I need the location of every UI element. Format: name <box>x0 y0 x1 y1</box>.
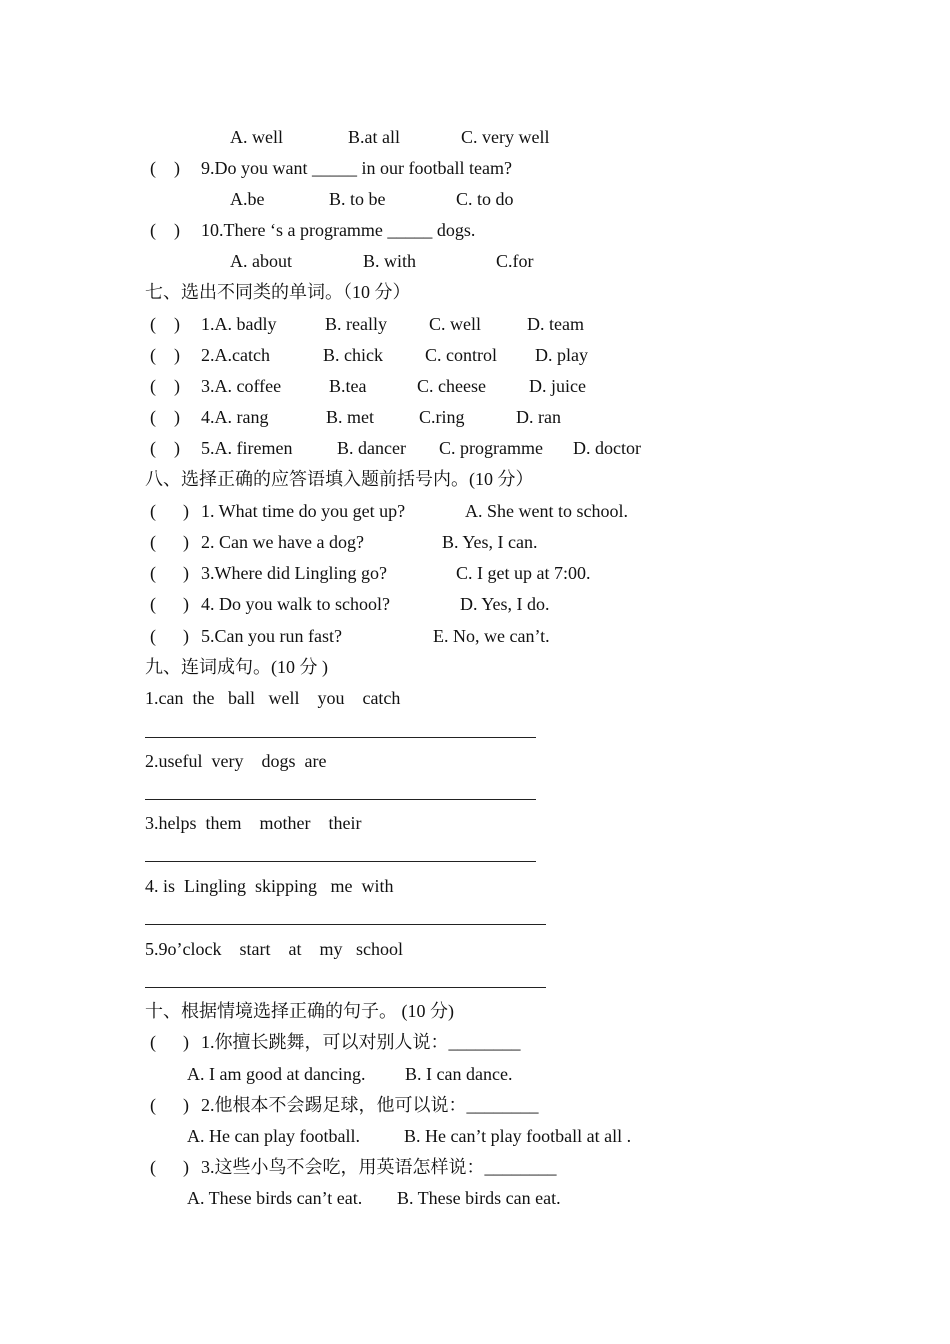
section7-item-paren: ( ) <box>150 376 180 396</box>
section7-item-option-d: D. juice <box>529 376 586 396</box>
section7-item-paren: ( ) <box>150 314 180 334</box>
section7-item-paren: ( ) <box>150 438 180 458</box>
answer-line <box>145 737 536 738</box>
section8-item-paren: ( ) <box>150 594 189 614</box>
q8-option-b: B.at all <box>348 127 400 147</box>
q9-answer-paren: ( ) <box>150 158 180 178</box>
section8-item-answer: C. I get up at 7:00. <box>456 563 591 583</box>
q9-question: 9.Do you want _____ in our football team? <box>201 158 512 178</box>
section10-item-prompt: 1.你擅长跳舞，可以对别人说：________ <box>201 1032 521 1052</box>
section7-item-paren: ( ) <box>150 407 180 427</box>
answer-line <box>145 799 536 800</box>
section10-item-option-a: A. These birds can’t eat. <box>187 1188 363 1208</box>
section9-word-set: 1.can the ball well you catch <box>145 688 401 708</box>
section10-item-option-b: B. He can’t play football at all . <box>404 1126 632 1146</box>
section7-item-option-c: C. well <box>429 314 481 334</box>
section7-item-option-b: B. dancer <box>337 438 406 458</box>
section7-item-option-a: 5.A. firemen <box>201 438 293 458</box>
section8-item-answer: D. Yes, I do. <box>460 594 550 614</box>
section10-item-option-a: A. I am good at dancing. <box>187 1064 366 1084</box>
section8-item-answer: B. Yes, I can. <box>442 532 538 552</box>
section7-heading: 七、选出不同类的单词。（10 分） <box>145 282 411 302</box>
section10-item-prompt: 3.这些小鸟不会吃，用英语怎样说：________ <box>201 1157 557 1177</box>
section7-item-option-a: 3.A. coffee <box>201 376 282 396</box>
section7-item-option-d: D. doctor <box>573 438 641 458</box>
section8-item-paren: ( ) <box>150 626 189 646</box>
answer-line <box>145 987 546 988</box>
q10-option-c: C.for <box>496 251 534 271</box>
section7-item-option-a: 4.A. rang <box>201 407 269 427</box>
section9-word-set: 2.useful very dogs are <box>145 751 327 771</box>
section8-item-question: 4. Do you walk to school? <box>201 594 390 614</box>
q9-option-c: C. to do <box>456 189 514 209</box>
section8-item-paren: ( ) <box>150 563 189 583</box>
section10-item-prompt: 2.他根本不会踢足球，他可以说：________ <box>201 1095 539 1115</box>
section7-item-option-d: D. play <box>535 345 588 365</box>
section8-heading: 八、选择正确的应答语填入题前括号内。(10 分） <box>145 469 534 489</box>
section10-item-paren: ( ) <box>150 1095 189 1115</box>
section8-item-question: 3.Where did Lingling go? <box>201 563 387 583</box>
section10-item-paren: ( ) <box>150 1157 189 1177</box>
section9-heading: 九、连词成句。(10 分 ) <box>145 657 328 677</box>
q10-answer-paren: ( ) <box>150 220 180 240</box>
section7-item-option-c: C. control <box>425 345 497 365</box>
section9-word-set: 5.9o’clock start at my school <box>145 939 403 959</box>
section7-item-option-b: B. really <box>325 314 387 334</box>
answer-line <box>145 861 536 862</box>
section10-item-paren: ( ) <box>150 1032 189 1052</box>
section7-item-option-c: C. cheese <box>417 376 486 396</box>
section7-item-option-a: 1.A. badly <box>201 314 277 334</box>
section8-item-question: 1. What time do you get up? <box>201 501 406 521</box>
q10-option-b: B. with <box>363 251 417 271</box>
section10-item-option-b: B. These birds can eat. <box>397 1188 561 1208</box>
answer-line <box>145 924 546 925</box>
section8-item-paren: ( ) <box>150 501 189 521</box>
section7-item-option-b: B. chick <box>323 345 383 365</box>
section7-item-option-b: B.tea <box>329 376 367 396</box>
section8-item-answer: A. She went to school. <box>465 501 628 521</box>
q10-question: 10.There ‘s a programme _____ dogs. <box>201 220 476 240</box>
section8-item-question: 2. Can we have a dog? <box>201 532 364 552</box>
q9-option-b: B. to be <box>329 189 386 209</box>
section8-item-answer: E. No, we can’t. <box>433 626 550 646</box>
section7-item-option-a: 2.A.catch <box>201 345 270 365</box>
section8-item-question: 5.Can you run fast? <box>201 626 342 646</box>
q8-option-c: C. very well <box>461 127 550 147</box>
q8-option-a: A. well <box>230 127 283 147</box>
q9-option-a: A.be <box>230 189 265 209</box>
section7-item-option-b: B. met <box>326 407 374 427</box>
section9-word-set: 4. is Lingling skipping me with <box>145 876 394 896</box>
section10-item-option-a: A. He can play football. <box>187 1126 360 1146</box>
q10-option-a: A. about <box>230 251 292 271</box>
section7-item-paren: ( ) <box>150 345 180 365</box>
section7-item-option-d: D. ran <box>516 407 561 427</box>
section9-word-set: 3.helps them mother their <box>145 813 362 833</box>
section10-heading: 十、根据情境选择正确的句子。 (10 分) <box>145 1001 454 1021</box>
section7-item-option-c: C. programme <box>439 438 543 458</box>
section7-item-option-c: C.ring <box>419 407 465 427</box>
section10-item-option-b: B. I can dance. <box>405 1064 513 1084</box>
section8-item-paren: ( ) <box>150 532 189 552</box>
section7-item-option-d: D. team <box>527 314 584 334</box>
